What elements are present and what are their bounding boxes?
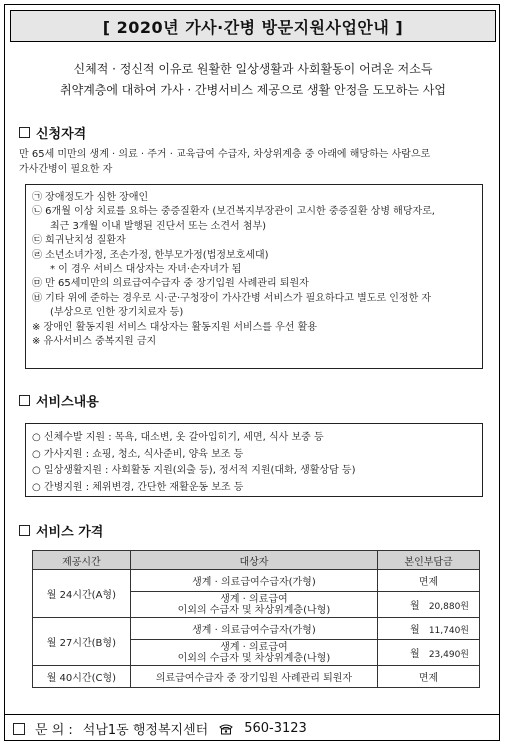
criteria-remark: ※ 유사서비스 중복지원 금지 — [32, 336, 157, 348]
criteria-item: ㉡ 6개월 이상 치료를 요하는 중증질환자 (보건복지부장관이 고시한 중증질환 상병 해당자로, — [32, 206, 435, 218]
criteria-note: * 이 경우 서비스 대상자는 자녀·손자녀가 됨 — [50, 264, 242, 276]
type-b-cell: 월 27시간(B형) — [33, 618, 131, 666]
target-line-2: 이외의 수급자 및 차상위계층(나형) — [177, 604, 331, 616]
intro-line-2: 취약계층에 대하여 가사 · 간병서비스 제공으로 생활 안정을 도모하는 사업 — [60, 83, 446, 97]
type-c-cell: 월 40시간(C형) — [33, 666, 131, 688]
service-item: ○ 일상생활지원 : 사회활동 지원(외출 등), 정서적 지원(대화, 생활상담 등) — [32, 465, 356, 476]
table-header-row — [33, 551, 480, 570]
header-target: 대상자 — [130, 551, 377, 570]
intro-line-1: 신체적 · 정신적 이유로 원활한 일상생활과 사회활동이 어려운 저소득 — [73, 62, 433, 76]
target-line-1: 생계 · 의료급여 — [220, 593, 288, 605]
checkbox-square-icon — [19, 395, 30, 406]
eligibility-desc-line-1: 만 65세 미만의 생계 · 의료 · 주거 · 교육급여 수급자, 차상위계층 중 아래에 해당하는 사람으로 — [19, 149, 431, 160]
cost-value: 23,490원 — [428, 650, 469, 660]
checkbox-square-icon — [13, 723, 25, 735]
footer-divider — [5, 714, 499, 715]
target-cell — [130, 592, 377, 618]
contact-office: 석남1동 행정복지센터 — [82, 723, 209, 738]
service-item: ○ 가사지원 : 쇼핑, 청소, 식사준비, 양육 보조 등 — [32, 448, 244, 460]
criteria-item-continuation: 최근 3개월 이내 발행된 진단서 또는 소견서 첨부) — [50, 220, 267, 232]
cost-cell — [378, 640, 480, 666]
contact-footer — [13, 719, 307, 738]
target-line-1: 생계 · 의료급여 — [220, 641, 288, 653]
target-cell: 의료급여수급자 중 장기입원 사례관리 퇴원자 — [130, 666, 377, 688]
criteria-item: ㉢ 희귀난치성 질환자 — [32, 235, 126, 247]
criteria-item: ㉣ 소년소녀가정, 조손가정, 한부모가정(법정보호세대) — [32, 249, 269, 261]
cost-cell: 면제 — [378, 570, 480, 592]
service-item: ○ 간병지원 : 체위변경, 간단한 재활운동 보조 등 — [32, 481, 244, 493]
cost-prefix: 월 — [409, 601, 420, 612]
cost-value: 20,880원 — [428, 602, 469, 612]
criteria-remark: ※ 장애인 활동지원 서비스 대상자는 활동지원 서비스를 우선 활용 — [32, 321, 317, 333]
target-cell: 생계 · 의료급여수급자(가형) — [130, 570, 377, 592]
eligibility-description — [19, 147, 494, 177]
page-title: [ 2020년 가사·간병 방문지원사업안내 ] — [102, 17, 404, 37]
table-row — [33, 570, 480, 592]
cost-cell — [378, 618, 480, 640]
eligibility-criteria-box — [25, 184, 483, 369]
eligibility-desc-line-2: 가사간병이 필요한 자 — [19, 164, 113, 175]
services-heading-label: 서비스내용 — [36, 395, 99, 410]
target-line-2: 이외의 수급자 및 차상위계층(나형) — [177, 652, 331, 664]
telephone-icon — [218, 723, 234, 735]
contact-phone[interactable]: 560-3123 — [244, 721, 307, 736]
header-cost: 본인부담금 — [378, 551, 480, 570]
criteria-item: ㉤ 만 65세미만의 의료급여수급자 중 장기입원 사례관리 퇴원자 — [32, 278, 309, 290]
table-row — [33, 666, 480, 688]
target-cell — [130, 640, 377, 666]
cost-cell — [378, 592, 480, 618]
cost-cell: 면제 — [378, 666, 480, 688]
cost-value: 11,740원 — [428, 626, 469, 636]
type-a-cell: 월 24시간(A형) — [33, 570, 131, 618]
pricing-heading-label: 서비스 가격 — [36, 525, 104, 540]
checkbox-square-icon — [19, 525, 30, 536]
notice-page — [4, 4, 500, 741]
checkbox-square-icon — [19, 127, 30, 138]
target-cell: 생계 · 의료급여수급자(가형) — [130, 618, 377, 640]
criteria-item-continuation: (부상으로 인한 장기치료자 등) — [50, 307, 184, 319]
cost-prefix: 월 — [409, 625, 420, 636]
pricing-heading — [19, 521, 103, 540]
criteria-item: ㉥ 기타 위에 준하는 경우로 시·군·구청장이 가사간병 서비스가 필요하다고 별도로 인정한 자 — [32, 292, 432, 304]
eligibility-heading-label: 신청자격 — [36, 127, 87, 142]
cost-prefix: 월 — [409, 649, 420, 660]
header-time: 제공시간 — [33, 551, 131, 570]
title-box — [10, 10, 496, 42]
services-heading — [19, 391, 99, 410]
criteria-item: ㉠ 장애정도가 심한 장애인 — [32, 192, 149, 203]
pricing-table — [32, 550, 480, 688]
table-row — [33, 618, 480, 640]
services-box — [25, 423, 483, 497]
contact-label: 문 의 : — [35, 723, 73, 738]
intro-text — [11, 59, 495, 101]
eligibility-heading — [19, 123, 86, 142]
service-item: ○ 신체수발 지원 : 목욕, 대소변, 옷 갈아입히기, 세면, 식사 보중 등 — [32, 432, 324, 443]
